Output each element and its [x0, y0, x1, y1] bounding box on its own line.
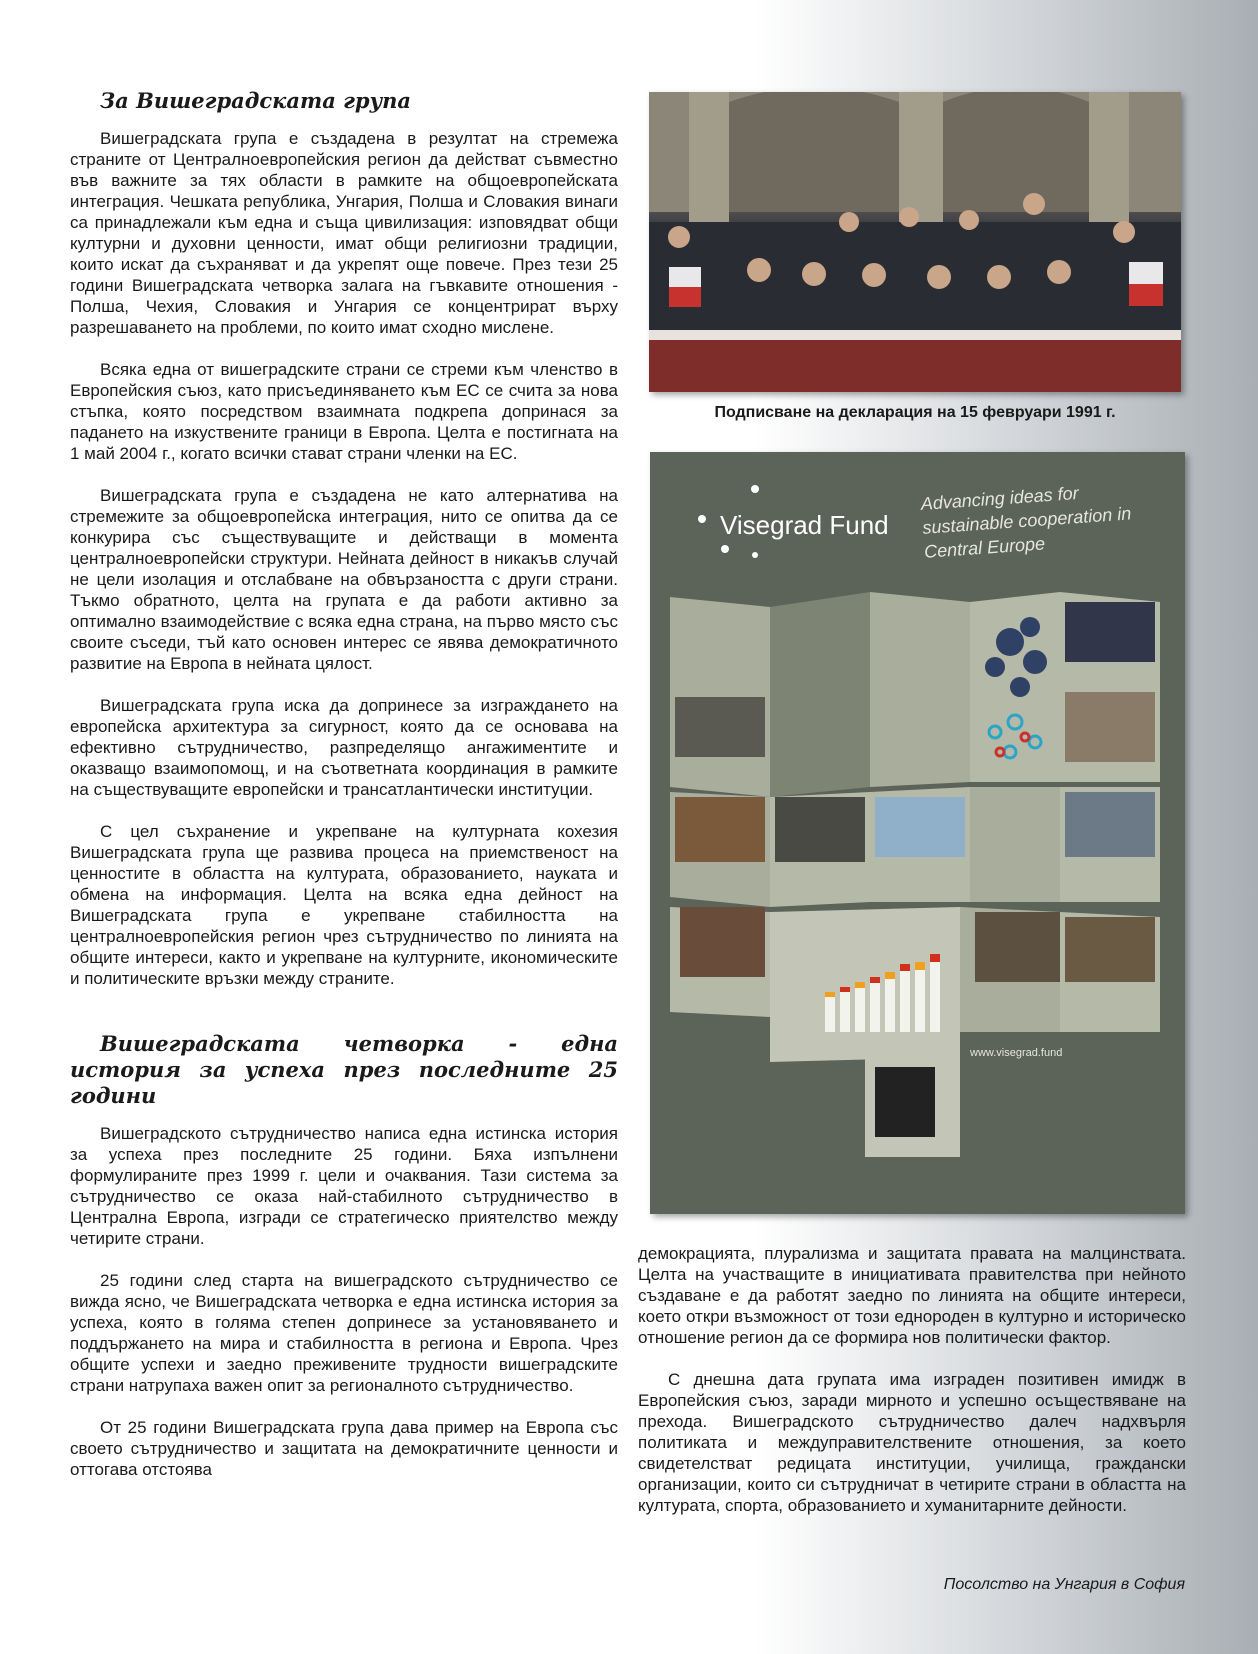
visegrad-fund-poster — [650, 452, 1185, 1214]
paragraph: Вишеградското сътрудничество написа една истинска история за успеха през последните 25 години. Бяха изпълнени формулираните през 1999 г. цели и очаквания. Тази система за сътрудничество се оказа най-стабилното сътрудничество в Централна Европа, изгради се стратегическо приятелство между четирите страни. — [70, 1124, 618, 1248]
paragraph: Вишеградската група е създадена в резултат на стремежа страните от Централноевропейския регион да действат съвместно във важните за тях области в рамките на общоевропейската интеграция. Чешката република, Унгария, Полша и Словакия винаги са принадлежали към една и съща цивилизация: изповядват общи културни и духовни ценности, имат общи религиозни традиции, които искат да съхраняват и да укрепят още повече. През тези 25 години Вишеградската четворка залага на гъвкавите отношения - Полша, Чехия, Словакия и Унгария се концентрират върху разрешаването на проблеми, по които имат сходно мислене. — [70, 129, 618, 337]
paragraph: Вишеградската група иска да допринесе за изграждането на европейска архитектура за сигурност, която да се основава на ефективно сътрудничество, разпределящо ангажиментите и оказващо взаимопомощ, и на съответната координация в рамките на съществуващите европейски и трансатлантически институции. — [70, 696, 618, 799]
paragraph: 25 години след старта на вишеградското сътрудничество се вижда ясно, че Вишеградската четворка е една истинска история за успеха, която в голяма степен допринесе за установяването и поддържането на мира и стабилността в региона и Европа. Чрез общите успехи и заедно преживените трудности вишеградските страни натрупаха важен опит за регионалното сътрудничество. — [70, 1271, 618, 1395]
photo-caption: Подписване на декларация на 15 февруари 1991 г. — [714, 404, 1116, 421]
signing-photo — [649, 92, 1181, 392]
paragraph: От 25 години Вишеградската група дава пример на Европа със своето сътрудничество и защитата на демократичните ценности и оттогава отстоява — [70, 1418, 618, 1479]
section-heading-about: За Вишеградската група — [100, 88, 412, 113]
paragraph: С цел съхранение и укрепване на културната кохезия Вишеградската група ще развива процеса на приемственост на ценностите в областта на културата, образованието, науката и обмена на информация. Целта на всяка една дейност на Вишеградската група е укрепване стабилността на централноевропейския регион чрез сътрудничество по линията на общите интереси, както и укрепване на културните, икономическите и политическите връзки между страните. — [70, 822, 618, 988]
left-column — [70, 88, 618, 1501]
poster-tagline: Advancing ideas for sustainable cooperation in Central Europe — [920, 482, 1132, 562]
poster-brand: Visegrad Fund — [720, 510, 889, 540]
paragraph: Вишеградската група е създадена не като алтернатива на стремежите за общоевропейска интеграция, нито се опитва да се конкурира със съществуващите и действащи в момента централноевропейски структури. Нейната дейност в никакъв случай не цели изолация и отслабване на обвързаността с други страни. Тъкмо обратното, целта на групата е да работи активно за оптимално взаимодействие с всяка една страна, на първо място със своите съседи, тъй като основен интерес се явява демократичното развитие на Европа в нейната цялост. — [70, 486, 618, 673]
poster-url: www.visegrad.fund — [970, 1047, 1063, 1059]
signature: Посолство на Унгария в София — [943, 1576, 1185, 1593]
paragraph: С днешна дата групата има изграден позитивен имидж в Европейския съюз, заради мирното и успешно осъществяване на прехода. Вишеградското сътрудничество далеч надхвърля политиката и междуправителствените отношения, за което свидетелстват редицата институции, училища, граждански организации, които си сътрудничат в четирите страни в областта на културата, спорта, образованието и хуманитарните дейности. — [638, 1370, 1186, 1515]
paragraph: демокрацията, плурализма и защитата правата на малцинствата. Целта на участващите в инициативата правителства при нейното създаване е да работят заедно по линията на общите интереси, което откри възможност от този еднороден в културно и историческо отношение регион да се формира нов политически фактор. — [638, 1244, 1186, 1347]
section-heading-history: Вишеградската четворка - една история за успеха през последните 25 години — [70, 1031, 618, 1108]
paragraph: Всяка една от вишеградските страни се стреми към членство в Европейския съюз, като присъединяването към ЕС се счита за нова стъпка, която посредством взаимната подкрепа допринася за падането на изкуствените граници в Европа. Целта е постигната на 1 май 2004 г., когато всички стават страни членки на ЕС. — [70, 360, 618, 463]
right-column — [638, 1243, 1186, 1537]
